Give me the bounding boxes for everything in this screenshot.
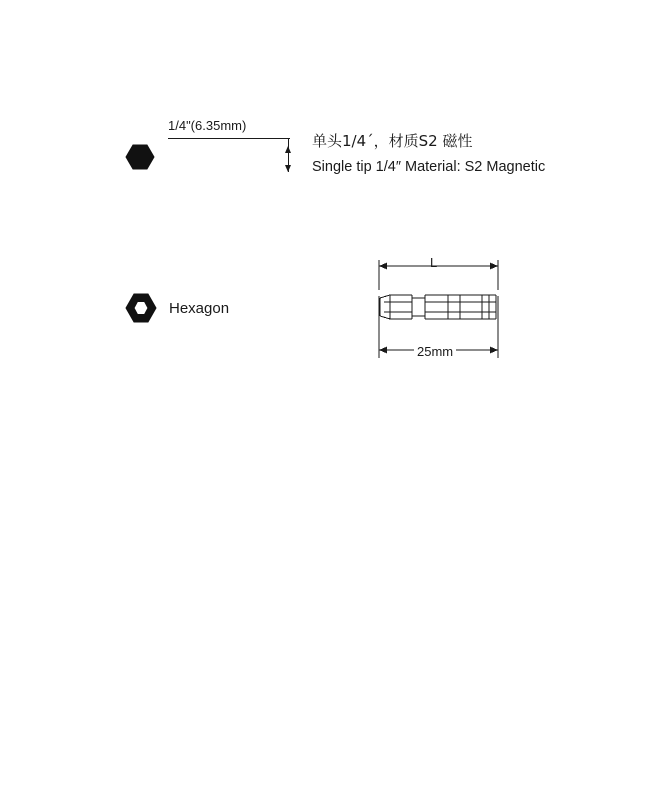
tip-dimension-arrow-up-icon [285,146,291,153]
hexagon-legend [125,292,229,324]
product-drawing-group [370,250,520,380]
tip-dimension-label: 1/4"(6.35mm) [168,118,247,133]
spec-line-chinese: 单头1/4ˊ，材质S2 磁性 [312,132,473,150]
hexagon-legend-label: Hexagon [169,299,230,317]
tip-dimension-underline [168,138,290,139]
tip-dimension-group [120,118,320,198]
solid-hexagon-icon [125,144,155,170]
spec-text-block [312,128,642,180]
length-value-label: 25mm [414,344,456,359]
spec-line-english: Single tip 1/4″ Material: S2 Magnetic [312,159,546,175]
screwdriver-bit-drawing [370,250,520,380]
tip-dimension-arrow-down-icon [285,165,291,172]
length-symbol-label: L [430,255,438,270]
hexagon-outline-icon [125,292,157,324]
